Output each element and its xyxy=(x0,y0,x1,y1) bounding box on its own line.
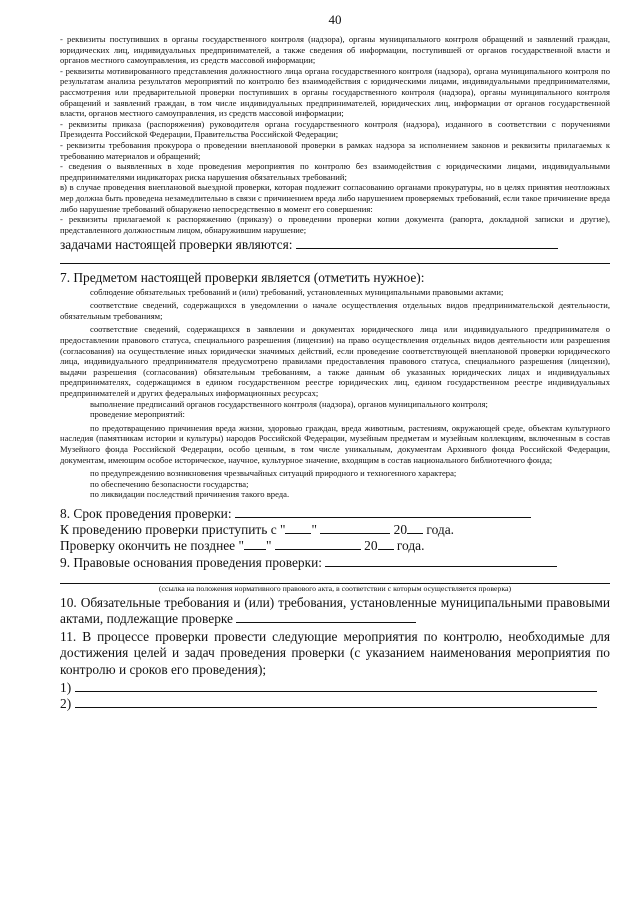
list-item: в) в случае проведения внеплановой выездной проверки, которая подлежит согласованию органами прокуратуры, но в целях принятия неотложных мер должна быть проведена незамедлительно в связи с причинением вреда либо нарушением проверяемых требований, если такое причинение вреда либо нарушение требований обнаружено непосредственно в момент его совершения: xyxy=(60,182,610,214)
list-item: по предупреждению возникновения чрезвычайных ситуаций природного и техногенного характера; xyxy=(90,468,457,479)
end-date-suffix: года. xyxy=(396,538,425,554)
duration-field[interactable] xyxy=(235,506,531,518)
list-item: по обеспечению безопасности государства; xyxy=(90,478,249,489)
measure-line-1 xyxy=(60,680,610,696)
section-9-note: (ссылка на положения нормативного правового акта, в соответствии с которым осуществляется проверка) xyxy=(158,583,512,593)
measure-line-2 xyxy=(60,696,610,712)
start-date-mid: " xyxy=(311,522,317,538)
start-month-field[interactable] xyxy=(320,522,390,534)
list-item: соответствие сведений, содержащихся в заявлении и документах юридического лица или индивидуального предпринимателя о предоставлении правового статуса, специального разрешения (лицензии) на право осуществления отдельных видов деятельности или разрешения (согласования) на осуществление иных юридически значимых действий, если проведение соответствующей внеплановой проверки юридического лица, индивидуального предпринимателя предусмотрено правилами предоставления правового статуса, специального разрешения (лицензии), выдачи разрешения (согласования) обязательным требованиям, а также данным об указанных юридических лицах и индивидуальных предпринимателях, содержащимся в едином государственном реестре юридических лиц, едином государственном реестре индивидуальных предпринимателей и других федеральных информационных ресурсах; xyxy=(60,324,610,399)
end-year-label: 20 xyxy=(364,538,378,554)
section-10-title: 10. Обязательные требования и (или) требования, установленные муниципальными правовыми актами, подлежащие проверке xyxy=(60,594,610,626)
section-8-title: 8. Срок проведения проверки: xyxy=(60,505,232,521)
list-item: - реквизиты мотивированного представления должностного лица органа государственного контроля (надзора), органа муниципального контроля по результатам анализа результатов мероприятий по контролю без взаимодействия с юридическими лицами, индивидуальными предпринимателями, рассмотрения или предварительной проверки поступивших в органы государственного контроля (надзора), органы муниципального контроля обращений и заявлений граждан, в том числе индивидуальных предпринимателей, юридических лиц, информации от органов государственной власти, органов местного самоуправления, из средств массовой информации; xyxy=(60,65,610,119)
list-item: по ликвидации последствий причинения такого вреда. xyxy=(90,489,290,500)
section-9-line xyxy=(60,555,610,571)
list-item: соответствие сведений, содержащихся в уведомлении о начале осуществления отдельных видов предпринимательской деятельности, обязательным требованиям; xyxy=(60,300,610,321)
end-year-field[interactable] xyxy=(378,538,394,550)
list-item: - сведения о выявленных в ходе проведения мероприятия по контролю без взаимодействия с юридическими лицами, индивидуальными предпринимателями индикаторах риска нарушения обязательных требований; xyxy=(60,161,610,182)
end-date-mid: " xyxy=(265,538,272,554)
measure-1-field[interactable] xyxy=(75,680,597,692)
start-day-field[interactable] xyxy=(285,522,311,534)
legal-basis-field[interactable] xyxy=(325,555,557,567)
list-item: - реквизиты приказа (распоряжения) руководителя органа государственного контроля (надзора), изданного в соответствии с поручениями Президента Российской Федерации, Правительства Российской Федерации; xyxy=(60,118,610,140)
end-month-field[interactable] xyxy=(275,538,361,550)
end-day-field[interactable] xyxy=(244,538,266,550)
tasks-field-line-2[interactable] xyxy=(60,255,610,264)
measure-2-field[interactable] xyxy=(75,696,597,708)
list-item: - реквизиты прилагаемой к распоряжению (приказу) о проведении проверки копии документа (рапорта, докладной записки и другие), представленного должностным лицом, обнаружившим нарушение; xyxy=(60,214,610,235)
list-item: - реквизиты поступивших в органы государственного контроля (надзора), органы муниципального контроля обращений и заявлений граждан, юридических лиц, индивидуальных предпринимателей, а также сведения об информации, поступившей от органов государственной власти и органов местного самоуправления, из средств массовой информации; xyxy=(60,34,610,66)
tasks-line xyxy=(60,237,610,253)
section-9-title: 9. Правовые основания проведения проверки: xyxy=(60,554,322,570)
measure-2-label: 2) xyxy=(60,696,72,711)
list-item: по предотвращению причинения вреда жизни, здоровью граждан, вреда животным, растениям, окружающей среде, объектам культурного наследия (памятникам истории и культуры) народов Российской Федерации, музейным предметам и музейным коллекциям, включенным в состав Музейного фонда Российской Федерации, особо ценным, в том числе уникальным, документам Архивного фонда Российской Федерации, документам, имеющим особое историческое, научное, культурное значение, входящим в состав национального библиотечного фонда; xyxy=(60,422,610,465)
start-date-suffix: года. xyxy=(426,522,454,538)
section-7-list xyxy=(60,287,610,500)
measure-1-label: 1) xyxy=(60,679,72,695)
top-list xyxy=(60,34,610,235)
start-date-line xyxy=(60,522,610,538)
start-date-prefix: К проведению проверки приступить с " xyxy=(60,522,286,538)
list-item: соблюдение обязательных требований и (или) требований, установленных муниципальными правовыми актами; xyxy=(90,286,504,297)
section-10-line xyxy=(60,595,610,627)
section-11-title: 11. В процессе проверки провести следующие мероприятия по контролю, необходимые для достижения целей и задач проведения проверки (с указанием наименования мероприятия по контролю и сроков его проведения); xyxy=(60,629,610,677)
list-item: - реквизиты требования прокурора о проведении внеплановой проверки в рамках надзора за исполнением законов и реквизиты прилагаемых к требованию материалов и обращений; xyxy=(60,139,610,161)
end-date-line xyxy=(60,538,610,554)
section-8-line xyxy=(60,506,610,522)
tasks-label: задачами настоящей проверки являются: xyxy=(60,237,293,253)
section-7-title: 7. Предметом настоящей проверки является (отметить нужное): xyxy=(60,270,425,286)
legal-basis-field-line-2[interactable] xyxy=(60,573,610,584)
start-year-label: 20 xyxy=(393,522,408,538)
start-year-field[interactable] xyxy=(407,522,423,534)
end-date-prefix: Проверку окончить не позднее " xyxy=(60,538,244,554)
requirements-field[interactable] xyxy=(236,611,416,623)
tasks-field[interactable] xyxy=(296,237,558,249)
list-item: проведение мероприятий: xyxy=(90,409,185,420)
document-page xyxy=(60,12,610,712)
page-number: 40 xyxy=(328,12,342,27)
list-item: выполнение предписаний органов государственного контроля (надзора), органов муниципального контроля; xyxy=(90,398,488,409)
